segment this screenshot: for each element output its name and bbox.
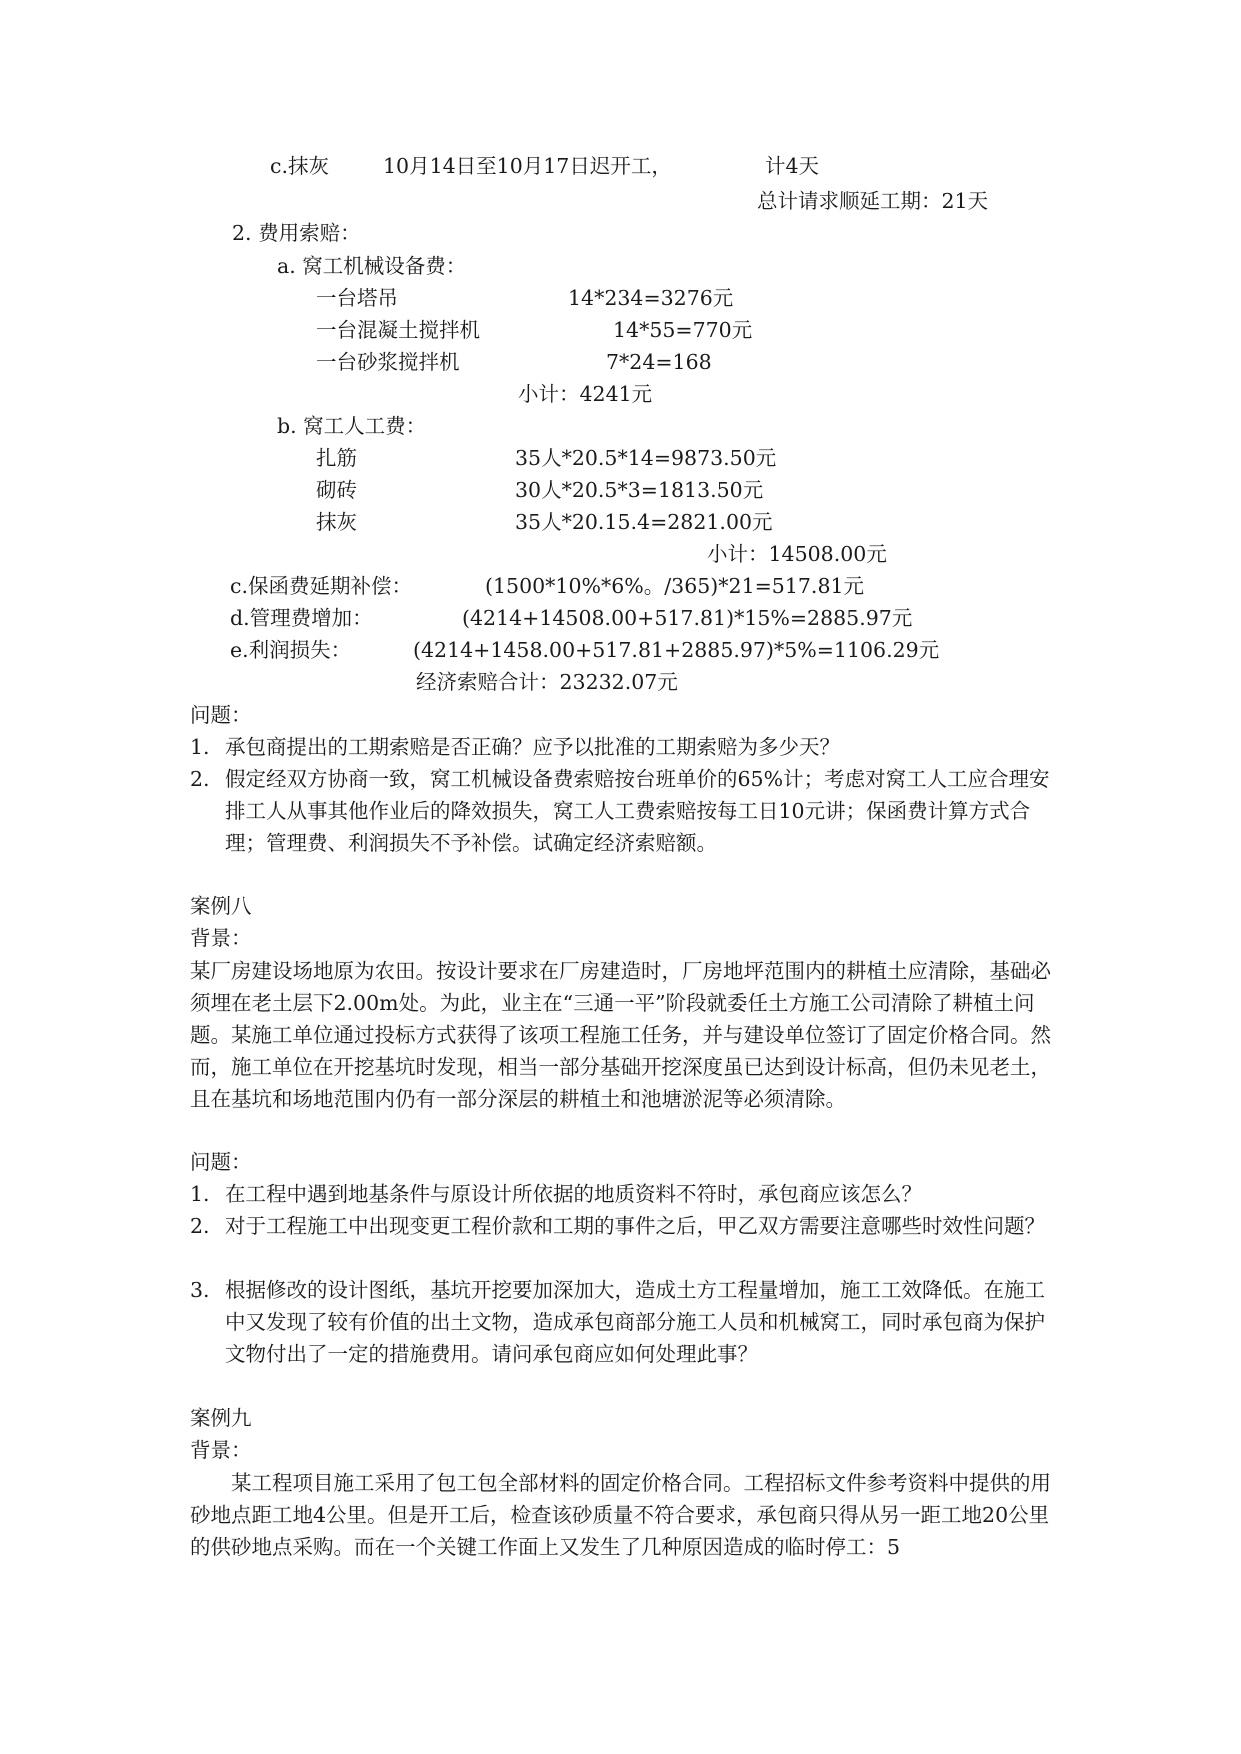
labor-idle-title: b. 窝工人工费：	[277, 414, 427, 438]
delay-item-days: 计4天	[765, 154, 820, 178]
questions-heading: 问题：	[190, 1150, 252, 1174]
question-number: 3.	[190, 1278, 210, 1302]
case-background: 某工程项目施工采用了包工包全部材料的固定价格合同。工程招标文件参考资料中提供的用砂地点距工地4公里。但是开工后，检查该砂质量不符合要求，承包商只得从另一距工地20公里的供砂地点采购。而在一个关键工作面上又发生了几种原因造成的临时停工：5	[190, 1471, 1051, 1559]
labor-name: 砌砖	[316, 478, 357, 502]
question-text: 对于工程施工中出现变更工程价款和工期的事件之后，甲乙双方需要注意哪些时效性问题？	[225, 1214, 1045, 1238]
question-text: 假定经双方协商一致，窝工机械设备费索赔按台班单价的65%计；考虑对窝工人工应合理安排工人从事其他作业后的降效损失，窝工人工费索赔按每工日10元讲；保函费计算方式合理；管理费、利润损失不予补偿。试确定经济索赔额。	[225, 767, 1050, 855]
labor-name: 抹灰	[316, 510, 357, 534]
question-number: 1.	[190, 735, 210, 759]
background-label: 背景：	[190, 926, 252, 950]
cost-claim-heading: 2. 费用索赔：	[232, 221, 361, 245]
question-number: 2.	[190, 767, 210, 791]
questions-heading: 问题：	[190, 703, 252, 727]
question-text: 根据修改的设计图纸，基坑开挖要加深加大，造成土方工程量增加，施工工效降低。在施工中又发现了较有价值的出土文物，造成承包商部分施工人员和机械窝工，同时承包商为保护文物付出了一定的措施费用。请问承包商应如何处理此事？	[225, 1278, 1045, 1366]
background-label: 背景：	[190, 1438, 252, 1462]
labor-name: 扎筋	[316, 446, 357, 470]
machine-idle-title: a. 窝工机械设备费：	[277, 254, 467, 278]
labor-calc: 30人*20.5*3=1813.50元	[515, 478, 764, 502]
profit-calc: (4214+1458.00+517.81+2885.97)*5%=1106.29元	[413, 638, 940, 662]
labor-calc: 35人*20.5*14=9873.50元	[515, 446, 777, 470]
total-extension: 总计请求顺延工期：21天	[757, 189, 989, 213]
machine-subtotal: 小计：4241元	[518, 382, 653, 406]
case-title: 案例九	[190, 1406, 252, 1430]
machine-name: 一台砂浆搅拌机	[316, 350, 460, 374]
delay-item-label: c.抹灰	[270, 154, 329, 178]
delay-item-dates: 10月14日至10月17日迟开工，	[383, 154, 672, 178]
claim-total: 经济索赔合计：23232.07元	[416, 670, 678, 694]
labor-subtotal: 小计：14508.00元	[707, 542, 887, 566]
guarantee-label: c.保函费延期补偿：	[230, 574, 412, 598]
question-number: 2.	[190, 1214, 210, 1238]
labor-calc: 35人*20.15.4=2821.00元	[515, 510, 773, 534]
management-calc: (4214+14508.00+517.81)*15%=2885.97元	[462, 606, 913, 630]
machine-calc: 14*234=3276元	[568, 286, 734, 310]
case-title: 案例八	[190, 894, 252, 918]
machine-name: 一台塔吊	[316, 286, 398, 310]
machine-name: 一台混凝土搅拌机	[316, 318, 480, 342]
question-number: 1.	[190, 1182, 210, 1206]
machine-calc: 14*55=770元	[613, 318, 753, 342]
question-text: 在工程中遇到地基条件与原设计所依据的地质资料不符时，承包商应该怎么？	[225, 1182, 922, 1206]
case-background: 某厂房建设场地原为农田。按设计要求在厂房建造时，厂房地坪范围内的耕植土应清除，基础必须埋在老土层下2.00m处。为此，业主在“三通一平”阶段就委任土方施工公司清除了耕植土问题。某施工单位通过投标方式获得了该项工程施工任务，并与建设单位签订了固定价格合同。然而，施工单位在开挖基坑时发现，相当一部分基础开挖深度虽已达到设计标高，但仍未见老土，且在基坑和场地范围内仍有一部分深层的耕植土和池塘淤泥等必须清除。	[190, 959, 1051, 1111]
profit-label: e.利润损失：	[230, 638, 352, 662]
question-text: 承包商提出的工期索赔是否正确？应予以批准的工期索赔为多少天？	[225, 735, 840, 759]
management-label: d.管理费增加：	[230, 606, 373, 630]
machine-calc: 7*24=168	[606, 350, 712, 374]
guarantee-calc: (1500*10%*6%。/365)*21=517.81元	[485, 574, 865, 598]
